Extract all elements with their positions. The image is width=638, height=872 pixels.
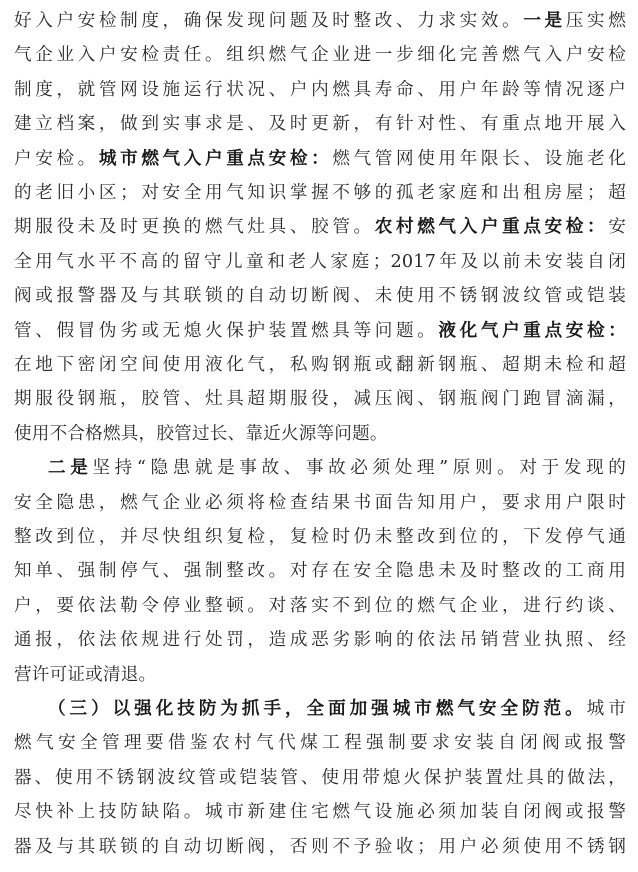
text-line (14, 350, 626, 380)
text-segment: 器及与其联锁的自动切断阀，否则不予验收；用户必须使用不锈钢 (14, 836, 626, 857)
bold-text-segment: 农村燃气入户重点安检： (374, 217, 609, 238)
text-segment: 尽快补上技防缺陷。城市新建住宅燃气设施必须加装自闭阀或报警 (14, 802, 626, 823)
text-segment: 的老旧小区；对安全用气知识掌握不够的孤老家庭和出租房屋；超 (14, 183, 626, 203)
text-line (14, 75, 626, 105)
text-line (14, 212, 626, 242)
text-segment: 坚持“隐患就是事故、事故必须处理”原则。对于发现的 (92, 458, 626, 479)
text-segment: 燃气安全管理要借鉴农村气代煤工程强制要求安装自闭阀或报警 (14, 733, 626, 754)
text-line (14, 488, 626, 518)
text-segment: 使用不合格燃具，胶管过长、靠近火源等问题。 (14, 423, 388, 444)
text-segment: 期服役钢瓶，胶管、灶具超期服役，减压阀、钢瓶阀门跑冒滴漏， (14, 389, 626, 410)
text-line (14, 591, 626, 621)
text-segment: 在地下密闭空间使用液化气，私购钢瓶或翻新钢瓶、超期未检和超 (14, 355, 626, 375)
text-segment: 知单、强制停气、强制整改。对存在安全隐患未及时整改的工商用 (14, 561, 626, 582)
text-segment: 管、假冒伪劣或无熄火保护装置燃具等问题。 (14, 320, 439, 341)
text-segment: 整改到位，并尽快组织复检，复检时仍未整改到位的，下发停气通 (14, 527, 626, 547)
text-line (14, 660, 626, 690)
text-segment: 好入户安检制度，确保发现问题及时整改、力求实效。 (14, 11, 524, 31)
text-line (48, 694, 626, 724)
text-segment: 通报，依法依规进行处罚，造成恶劣影响的依法吊销营业执照、经 (14, 630, 626, 651)
bold-text-segment: 城市燃气入户重点安检： (98, 148, 333, 169)
text-segment: 建立档案，做到实事求是、及时更新，有针对性、有重点地开展入 (14, 114, 626, 135)
text-segment: 压实燃 (565, 11, 627, 31)
text-line (14, 522, 626, 552)
text-line (14, 247, 626, 277)
text-segment: 安 (608, 217, 626, 238)
text-line (14, 384, 626, 414)
text-segment: 期服役未及时更换的燃气灶具、胶管。 (14, 217, 375, 238)
text-segment: 安全隐患，燃气企业必须将检查结果书面告知用户，要求用户限时 (14, 492, 626, 513)
text-line (14, 419, 626, 449)
text-line (14, 144, 626, 174)
bold-text-segment: （三）以强化技防为抓手，全面加强城市燃气安全防范。 (48, 699, 587, 719)
text-line (14, 178, 626, 208)
bold-text-segment: 液化气户重点安检： (438, 320, 626, 341)
text-segment: 器、使用不锈钢波纹管或铠装管、使用带熄火保护装置灶具的做法， (14, 767, 626, 788)
text-line (14, 316, 626, 346)
text-line (14, 728, 626, 758)
text-line (14, 40, 626, 70)
text-segment: 城市 (586, 699, 626, 719)
text-segment: 阀或报警器及与其联锁的自动切断阀、未使用不锈钢波纹管或铠装 (14, 286, 626, 307)
text-segment: 燃气管网使用年限长、设施老化 (332, 148, 626, 169)
text-segment: 全用气水平不高的留守儿童和老人家庭；2017年及以前未安装自闭 (14, 251, 626, 272)
text-line (14, 556, 626, 586)
text-segment: 气企业入户安检责任。组织燃气企业进一步细化完善燃气入户安检 (14, 45, 626, 66)
text-segment: 营许可证或清退。 (14, 664, 157, 685)
text-segment: 制度，就管网设施运行状况、户内燃具寿命、用户年龄等情况逐户 (14, 79, 626, 100)
bold-text-segment: 二是 (48, 458, 93, 479)
bold-text-segment: 一是 (523, 11, 566, 31)
text-line (14, 797, 626, 827)
text-line (48, 453, 626, 483)
text-segment: 户安检。 (14, 148, 99, 169)
text-line (14, 281, 626, 311)
text-line (14, 832, 626, 862)
text-line (14, 109, 626, 139)
text-segment: 户，要依法勒令停业整顿。对落实不到位的燃气企业，进行约谈、 (14, 595, 626, 616)
text-line (14, 763, 626, 793)
text-line (14, 625, 626, 655)
text-line (14, 6, 626, 36)
